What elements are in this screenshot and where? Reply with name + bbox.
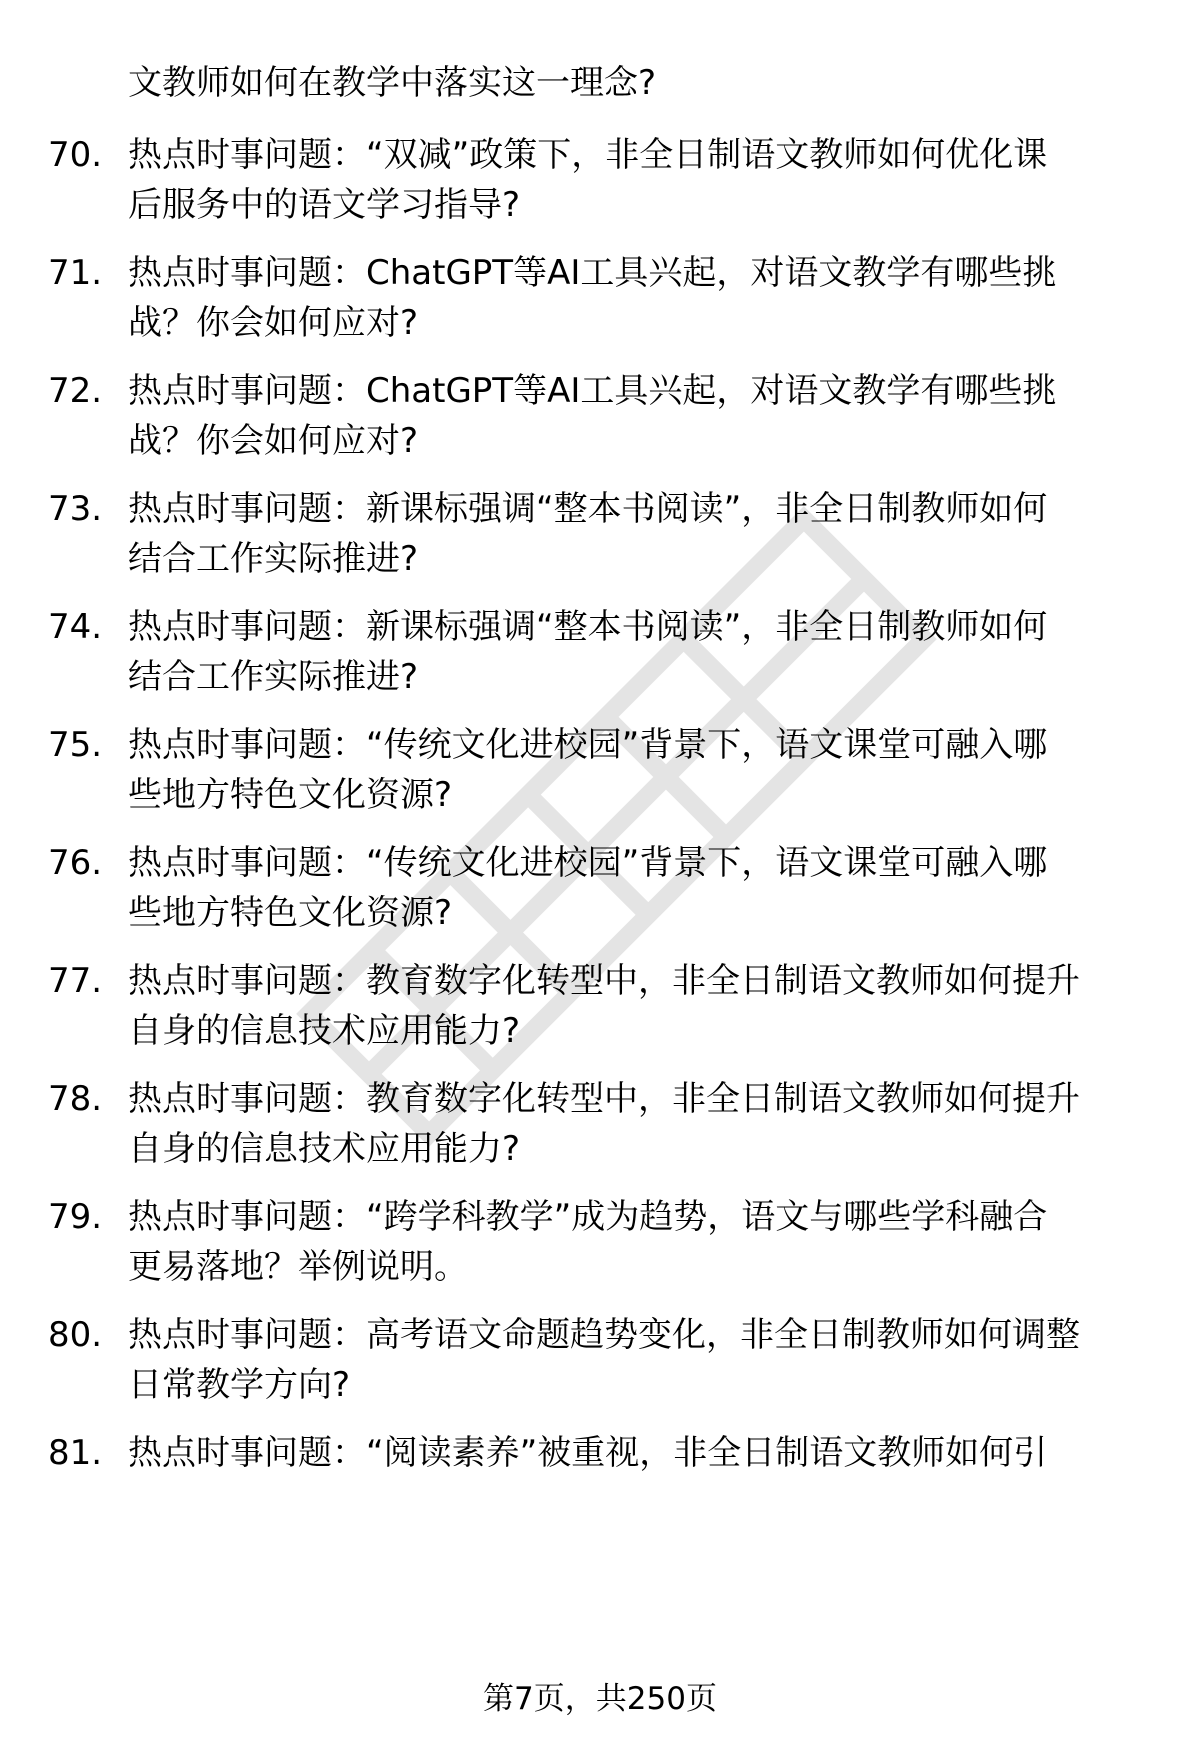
question-item-80 xyxy=(48,1310,1158,1414)
question-line-2: 自身的信息技术应用能力? xyxy=(128,1011,521,1051)
question-line-1: 热点时事问题：ChatGPT等AI工具兴起，对语文教学有哪些挑 xyxy=(128,371,1057,411)
page-footer: 第7页，共250页 xyxy=(483,1681,717,1717)
question-line-2: 日常教学方向? xyxy=(128,1365,351,1405)
question-item-78 xyxy=(48,1074,1158,1178)
question-text xyxy=(128,248,1158,348)
question-line-1: 热点时事问题：ChatGPT等AI工具兴起，对语文教学有哪些挑 xyxy=(128,253,1057,293)
question-line-2: 结合工作实际推进? xyxy=(128,539,419,579)
question-line-1: 热点时事问题：教育数字化转型中，非全日制语文教师如何提升 xyxy=(128,1079,1080,1119)
question-line-2: 些地方特色文化资源? xyxy=(128,893,453,933)
question-item-72 xyxy=(48,366,1158,470)
question-line-2: 自身的信息技术应用能力? xyxy=(128,1129,521,1169)
question-number: 75. xyxy=(48,725,103,765)
question-line-1: 热点时事问题：“阅读素养”被重视，非全日制语文教师如何引 xyxy=(128,1433,1048,1473)
question-item-74 xyxy=(48,602,1158,706)
question-number: 79. xyxy=(48,1197,103,1237)
question-text xyxy=(128,838,1158,938)
question-text xyxy=(128,956,1158,1056)
question-line-1: 热点时事问题：新课标强调“整本书阅读”，非全日制教师如何 xyxy=(128,489,1048,529)
question-line-1: 热点时事问题：“传统文化进校园”背景下，语文课堂可融入哪 xyxy=(128,843,1048,883)
question-text xyxy=(128,602,1158,702)
question-item-71 xyxy=(48,248,1158,352)
question-line-1: 热点时事问题：“跨学科教学”成为趋势，语文与哪些学科融合 xyxy=(128,1197,1048,1237)
question-text xyxy=(128,130,1158,230)
question-line-1: 热点时事问题：高考语文命题趋势变化，非全日制教师如何调整 xyxy=(128,1315,1080,1355)
question-number: 78. xyxy=(48,1079,103,1119)
question-line-1: 热点时事问题：“传统文化进校园”背景下，语文课堂可融入哪 xyxy=(128,725,1048,765)
question-item-70 xyxy=(48,130,1158,234)
question-number: 81. xyxy=(48,1433,103,1473)
question-text xyxy=(128,1192,1158,1292)
question-line-1: 热点时事问题：新课标强调“整本书阅读”，非全日制教师如何 xyxy=(128,607,1048,647)
question-text xyxy=(128,1074,1158,1174)
question-item-76 xyxy=(48,838,1158,942)
question-line-2: 些地方特色文化资源? xyxy=(128,775,453,815)
question-item-79 xyxy=(48,1192,1158,1296)
question-line-2: 战？你会如何应对? xyxy=(128,421,419,461)
question-text xyxy=(128,366,1158,466)
question-text xyxy=(128,484,1158,584)
question-item-73 xyxy=(48,484,1158,588)
question-text xyxy=(128,1428,1158,1528)
question-number: 70. xyxy=(48,135,103,175)
question-line-1: 热点时事问题：教育数字化转型中，非全日制语文教师如何提升 xyxy=(128,961,1080,1001)
question-number: 77. xyxy=(48,961,103,1001)
question-line-2: 结合工作实际推进? xyxy=(128,657,419,697)
question-item-77 xyxy=(48,956,1158,1060)
continued-question-line: 文教师如何在教学中落实这一理念? xyxy=(128,63,657,103)
question-line-2: 更易落地？举例说明。 xyxy=(128,1247,468,1287)
question-number: 73. xyxy=(48,489,103,529)
question-text xyxy=(128,1310,1158,1410)
question-number: 72. xyxy=(48,371,103,411)
question-item-75 xyxy=(48,720,1158,824)
question-item-81 xyxy=(48,1428,1158,1532)
question-line-2: 战？你会如何应对? xyxy=(128,303,419,343)
question-number: 76. xyxy=(48,843,103,883)
question-number: 71. xyxy=(48,253,103,293)
question-line-2: 后服务中的语文学习指导? xyxy=(128,185,521,225)
question-line-1: 热点时事问题：“双减”政策下，非全日制语文教师如何优化课 xyxy=(128,135,1048,175)
question-text xyxy=(128,720,1158,820)
question-number: 74. xyxy=(48,607,103,647)
question-number: 80. xyxy=(48,1315,103,1355)
